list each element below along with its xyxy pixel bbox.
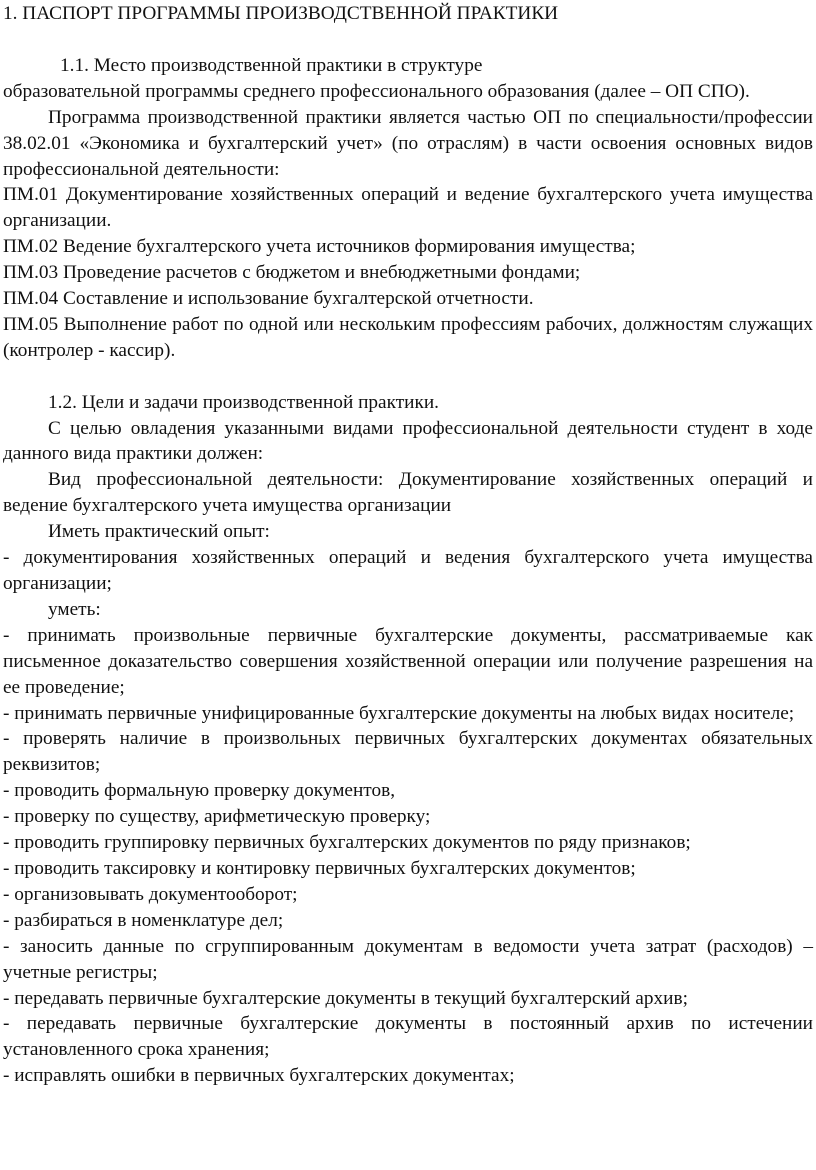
document-title: 1. ПАСПОРТ ПРОГРАММЫ ПРОИЗВОДСТВЕННОЙ ПРАКТИКИ — [3, 3, 559, 24]
pm-item-04: ПМ.04 Составление и использование бухгалтерской отчетности. — [3, 288, 534, 310]
section-1-1-heading-continuation: образовательной программы среднего профессионального образования (далее – ОП СПО). — [3, 80, 750, 102]
section-1-1-intro: Программа производственной практики является частью ОП по специальности/профессии 38.02.01 «Экономика и бухгалтерский учет» (по отраслям) в части освоения основных видов профессиональной деятельности: — [3, 106, 813, 180]
pm-item-02: ПМ.02 Ведение бухгалтерского учета источников формирования имущества; — [3, 236, 636, 258]
skill-item: - принимать произвольные первичные бухгалтерские документы, рассматриваемые как письменное доказательство совершения хозяйственной операции или получение разрешения на ее проведение; — [3, 624, 813, 698]
section-1-2-intro: С целью овладения указанными видами профессиональной деятельности студент в ходе данного вида практики должен: — [3, 417, 813, 465]
activity-type: Вид профессиональной деятельности: Документирование хозяйственных операций и ведение бухгалтерского учета имущества организации — [3, 469, 813, 517]
skills-label: уметь: — [48, 598, 101, 620]
skill-item: - организовывать документооборот; — [3, 883, 298, 905]
pm-item-03: ПМ.03 Проведение расчетов с бюджетом и внебюджетными фондами; — [3, 262, 581, 284]
pm-item-05: ПМ.05 Выполнение работ по одной или нескольким профессиям рабочих, должностям служащих (контролер - кассир). — [3, 313, 813, 361]
skill-item: - принимать первичные унифицированные бухгалтерские документы на любых видах носителе; — [3, 702, 795, 724]
skill-item: - заносить данные по сгруппированным документам в ведомости учета затрат (расходов) – учетные регистры; — [3, 935, 813, 983]
skill-item: - проводить таксировку и контировку первичных бухгалтерских документов; — [3, 857, 636, 879]
spacer — [3, 364, 813, 390]
experience-label: Иметь практический опыт: — [48, 521, 270, 543]
skill-item: - передавать первичные бухгалтерские документы в текущий бухгалтерский архив; — [3, 987, 688, 1009]
spacer — [3, 27, 813, 53]
skill-item: - проверку по существу, арифметическую проверку; — [3, 806, 431, 828]
section-1-1-heading: 1.1. Место производственной практики в структуре — [60, 54, 483, 76]
skill-item: - проводить формальную проверку документов, — [3, 780, 396, 802]
skill-item: - исправлять ошибки в первичных бухгалтерских документах; — [3, 1065, 515, 1087]
skill-item: - разбираться в номенклатуре дел; — [3, 909, 284, 931]
pm-item-01: ПМ.01 Документирование хозяйственных операций и ведение бухгалтерского учета имущества организации. — [3, 184, 813, 232]
skill-item: - проверять наличие в произвольных первичных бухгалтерских документах обязательных реквизитов; — [3, 728, 813, 776]
skill-item: - проводить группировку первичных бухгалтерских документов по ряду признаков; — [3, 832, 691, 854]
skill-item: - передавать первичные бухгалтерские документы в постоянный архив по истечении установленного срока хранения; — [3, 1013, 813, 1061]
experience-item: - документирования хозяйственных операций и ведения бухгалтерского учета имущества организации; — [3, 547, 813, 594]
section-1-2-heading: 1.2. Цели и задачи производственной практики. — [48, 391, 439, 413]
